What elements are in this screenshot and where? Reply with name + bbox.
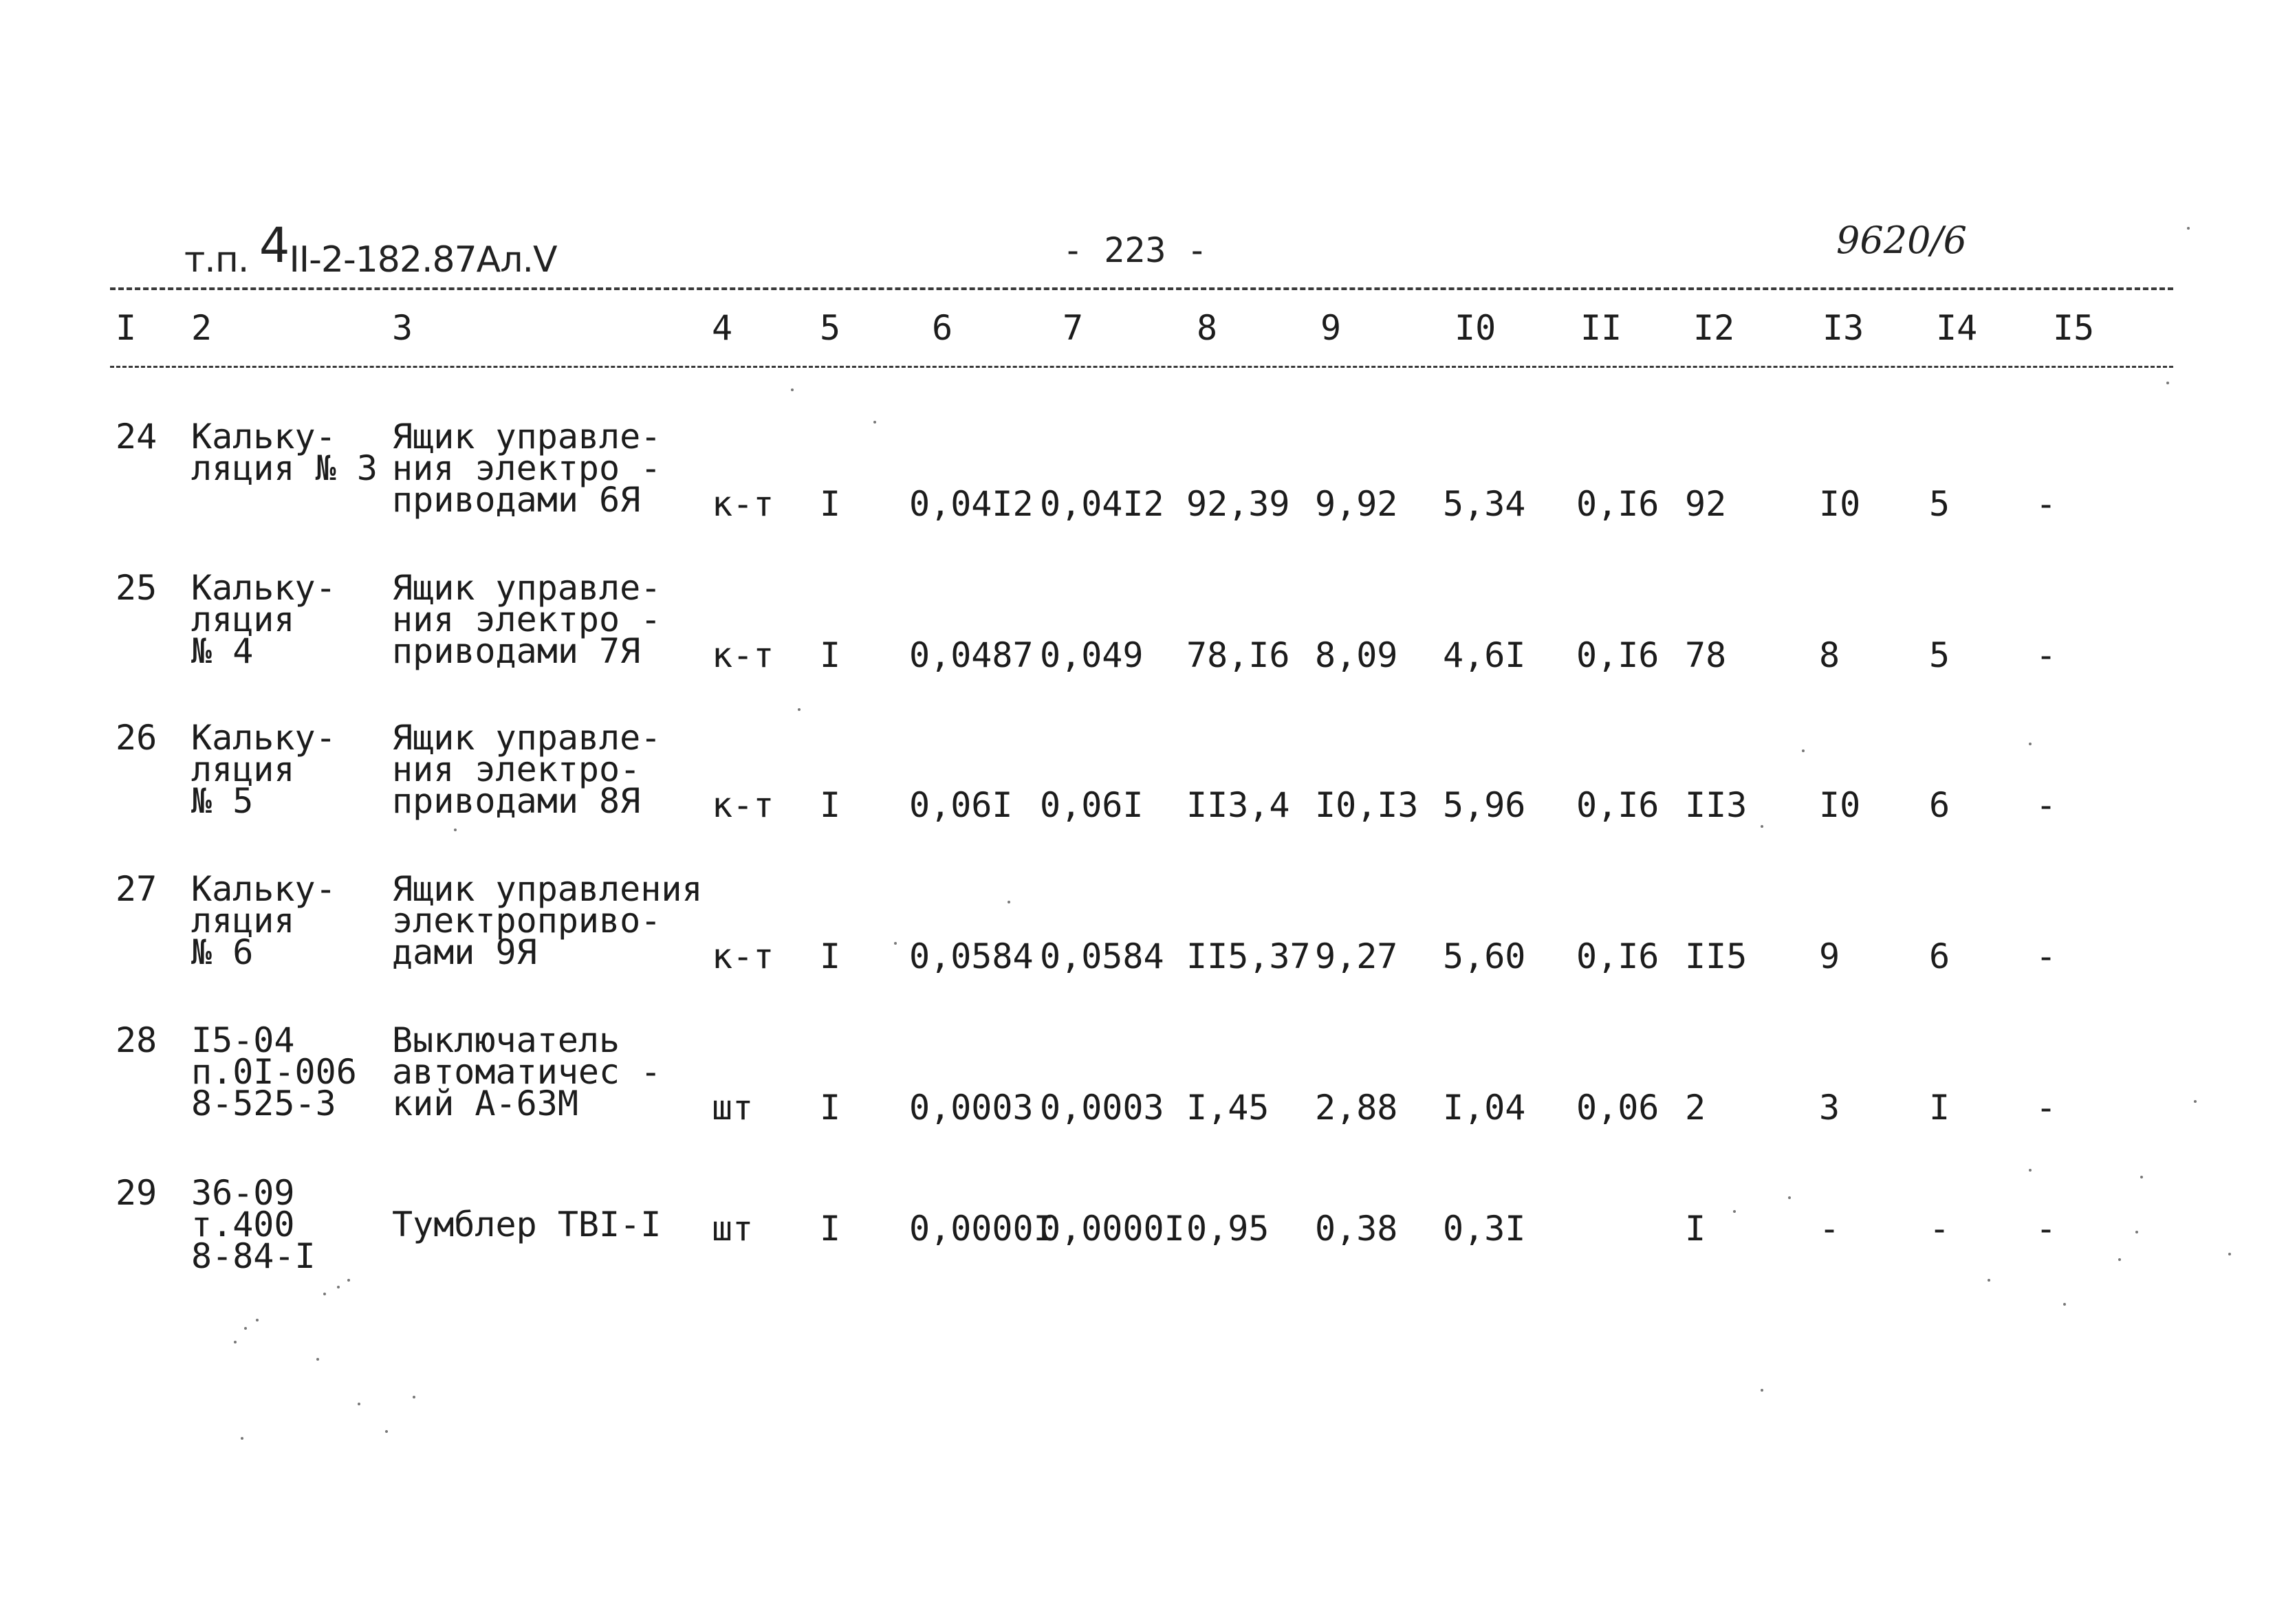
row-name-line: автоматичес - bbox=[392, 1052, 662, 1092]
row-name-line: электроприво- bbox=[392, 901, 662, 941]
archive-code: 9620/6 bbox=[1836, 219, 1967, 262]
row-code-line: Кальку- bbox=[191, 869, 336, 909]
row-code bbox=[191, 1173, 316, 1276]
scan-speck bbox=[2118, 1258, 2121, 1261]
scan-speck bbox=[798, 708, 801, 711]
value-col-8: 92,39 bbox=[1186, 484, 1290, 524]
header-rule-bottom bbox=[110, 366, 2173, 368]
value-col-13: 3 bbox=[1819, 1088, 1840, 1128]
row-name-line: Ящик управле- bbox=[392, 568, 662, 608]
row-code-line: Кальку- bbox=[191, 417, 336, 457]
row-code-line: ляция bbox=[191, 749, 295, 789]
scan-speck bbox=[347, 1279, 350, 1282]
column-number: I3 bbox=[1822, 308, 1864, 348]
value-col-15: - bbox=[2036, 785, 2057, 825]
row-code-line: 8-525-3 bbox=[191, 1084, 336, 1123]
scan-speck bbox=[454, 829, 457, 831]
row-number: 26 bbox=[116, 718, 157, 758]
scan-speck bbox=[873, 421, 876, 424]
quantity-cell: I bbox=[820, 1088, 841, 1128]
scan-speck bbox=[241, 1437, 243, 1440]
value-col-9: 2,88 bbox=[1315, 1088, 1398, 1128]
row-code bbox=[191, 718, 336, 821]
designation-prefix: т.п. bbox=[184, 239, 249, 281]
scan-speck bbox=[1733, 1210, 1736, 1213]
row-code bbox=[191, 417, 378, 488]
column-number: 8 bbox=[1197, 308, 1218, 348]
unit-cell: шт bbox=[712, 1088, 754, 1128]
value-col-11: 0,I6 bbox=[1576, 484, 1659, 524]
row-code-line: ляция bbox=[191, 901, 295, 941]
row-code-line: ляция № 3 bbox=[191, 448, 378, 488]
value-col-6: 0,0487 bbox=[909, 635, 1034, 675]
value-col-9: 0,38 bbox=[1315, 1209, 1398, 1249]
row-code-line: Кальку- bbox=[191, 568, 336, 608]
value-col-12: II5 bbox=[1685, 936, 1748, 976]
quantity-cell: I bbox=[820, 785, 841, 825]
scan-speck bbox=[2194, 1100, 2197, 1103]
scan-speck bbox=[337, 1286, 340, 1288]
scan-speck bbox=[1802, 749, 1805, 752]
row-code-line: п.0I-006 bbox=[191, 1052, 357, 1092]
column-number: II bbox=[1580, 308, 1622, 348]
row-name-line: Выключатель bbox=[392, 1020, 620, 1060]
scan-speck bbox=[385, 1430, 388, 1433]
scan-speck bbox=[894, 942, 897, 945]
scan-speck bbox=[234, 1341, 237, 1343]
scan-speck bbox=[1788, 1196, 1791, 1199]
row-name-line: ния электро - bbox=[392, 448, 662, 488]
scan-speck bbox=[2166, 382, 2169, 384]
scan-speck bbox=[323, 1293, 326, 1295]
scan-speck bbox=[1761, 1389, 1763, 1392]
scan-speck bbox=[413, 1396, 415, 1398]
value-col-7: 0,049 bbox=[1040, 635, 1144, 675]
scan-speck bbox=[244, 1327, 247, 1330]
row-code-line: № 6 bbox=[191, 932, 254, 972]
value-col-12: 92 bbox=[1685, 484, 1727, 524]
value-col-14: 5 bbox=[1929, 484, 1950, 524]
row-number: 27 bbox=[116, 869, 157, 909]
row-code-line: ляция bbox=[191, 600, 295, 639]
row-code-line: т.400 bbox=[191, 1205, 295, 1244]
value-col-8: 78,I6 bbox=[1186, 635, 1290, 675]
scan-speck bbox=[1761, 825, 1763, 828]
value-col-6: 0,0584 bbox=[909, 936, 1034, 976]
row-name-line: дами 9Я bbox=[392, 932, 537, 972]
scan-speck bbox=[2187, 227, 2190, 230]
value-col-8: II3,4 bbox=[1186, 785, 1290, 825]
column-number: 9 bbox=[1320, 308, 1342, 348]
row-number: 29 bbox=[116, 1173, 157, 1213]
value-col-8: II5,37 bbox=[1186, 936, 1311, 976]
unit-cell: к-т bbox=[712, 635, 774, 675]
row-code-line: I5-04 bbox=[191, 1020, 295, 1060]
value-col-15: - bbox=[2036, 484, 2057, 524]
value-col-13: 9 bbox=[1819, 936, 1840, 976]
row-name-line: Ящик управления bbox=[392, 869, 703, 909]
row-code bbox=[191, 869, 336, 972]
scan-speck bbox=[2140, 1176, 2143, 1178]
column-number: 3 bbox=[392, 308, 413, 348]
scan-speck bbox=[256, 1319, 259, 1321]
row-name-line: кий А-63М bbox=[392, 1084, 578, 1123]
page-number: - 223 - bbox=[1063, 230, 1208, 270]
value-col-12: II3 bbox=[1685, 785, 1748, 825]
column-number: I bbox=[116, 308, 137, 348]
row-code bbox=[191, 568, 336, 671]
quantity-cell: I bbox=[820, 635, 841, 675]
scan-speck bbox=[2063, 1303, 2066, 1306]
column-number: 2 bbox=[191, 308, 213, 348]
value-col-10: I,04 bbox=[1443, 1088, 1526, 1128]
value-col-11: 0,I6 bbox=[1576, 936, 1659, 976]
value-col-7: 0,0003 bbox=[1040, 1088, 1164, 1128]
value-col-9: 8,09 bbox=[1315, 635, 1398, 675]
header-rule-top bbox=[110, 287, 2173, 290]
value-col-12: 2 bbox=[1685, 1088, 1706, 1128]
column-number: I0 bbox=[1455, 308, 1496, 348]
value-col-7: 0,04I2 bbox=[1040, 484, 1164, 524]
row-number: 24 bbox=[116, 417, 157, 457]
value-col-14: 5 bbox=[1929, 635, 1950, 675]
scan-speck bbox=[1008, 901, 1010, 903]
row-name-line: Ящик управле- bbox=[392, 718, 662, 758]
row-name-line: ния электро- bbox=[392, 749, 641, 789]
value-col-8: I,45 bbox=[1186, 1088, 1270, 1128]
value-col-10: 5,60 bbox=[1443, 936, 1526, 976]
value-col-6: 0,0003 bbox=[909, 1088, 1034, 1128]
scan-speck bbox=[316, 1358, 319, 1361]
row-name-line: ния электро - bbox=[392, 600, 662, 639]
value-col-9: I0,I3 bbox=[1315, 785, 1419, 825]
row-code-line: № 5 bbox=[191, 781, 254, 821]
value-col-14: 6 bbox=[1929, 936, 1950, 976]
value-col-7: 0,0000I bbox=[1040, 1209, 1185, 1249]
value-col-7: 0,0584 bbox=[1040, 936, 1164, 976]
column-number: 4 bbox=[712, 308, 733, 348]
row-code-line: Кальку- bbox=[191, 718, 336, 758]
row-name bbox=[392, 417, 662, 520]
row-name-line: приводами 8Я bbox=[392, 781, 641, 821]
value-col-7: 0,06I bbox=[1040, 785, 1144, 825]
value-col-15: - bbox=[2036, 1209, 2057, 1249]
scan-speck bbox=[2135, 1231, 2138, 1233]
scan-speck bbox=[2029, 743, 2032, 745]
row-name bbox=[392, 1020, 662, 1123]
column-number: I2 bbox=[1693, 308, 1735, 348]
row-name-line: приводами 7Я bbox=[392, 631, 641, 671]
value-col-10: 5,34 bbox=[1443, 484, 1526, 524]
scan-speck bbox=[358, 1403, 360, 1405]
value-col-15: - bbox=[2036, 936, 2057, 976]
value-col-10: 5,96 bbox=[1443, 785, 1526, 825]
scan-speck bbox=[1988, 1279, 1990, 1282]
value-col-12: I bbox=[1685, 1209, 1706, 1249]
scan-speck bbox=[791, 388, 794, 391]
value-col-11: 0,06 bbox=[1576, 1088, 1659, 1128]
value-col-6: 0,04I2 bbox=[909, 484, 1034, 524]
column-number: 5 bbox=[820, 308, 841, 348]
quantity-cell: I bbox=[820, 484, 841, 524]
scan-speck bbox=[2228, 1253, 2231, 1255]
value-col-10: 0,3I bbox=[1443, 1209, 1526, 1249]
row-name-line: Тумблер ТВI-I bbox=[392, 1205, 662, 1244]
row-name-line: Ящик управле- bbox=[392, 417, 662, 457]
column-number: I4 bbox=[1936, 308, 1978, 348]
value-col-14: 6 bbox=[1929, 785, 1950, 825]
value-col-10: 4,6I bbox=[1443, 635, 1526, 675]
column-number: 7 bbox=[1063, 308, 1084, 348]
value-col-6: 0,06I bbox=[909, 785, 1013, 825]
quantity-cell: I bbox=[820, 1209, 841, 1249]
row-number: 25 bbox=[116, 568, 157, 608]
row-number: 28 bbox=[116, 1020, 157, 1060]
row-name bbox=[392, 718, 662, 821]
row-name bbox=[392, 568, 662, 671]
row-name bbox=[392, 1205, 662, 1244]
value-col-14: - bbox=[1929, 1209, 1950, 1249]
document-designation bbox=[184, 217, 557, 283]
unit-cell: к-т bbox=[712, 484, 774, 524]
value-col-9: 9,92 bbox=[1315, 484, 1398, 524]
row-name-line: приводами 6Я bbox=[392, 480, 641, 520]
row-code-line: 36-09 bbox=[191, 1173, 295, 1213]
row-code-line: № 4 bbox=[191, 631, 254, 671]
value-col-15: - bbox=[2036, 635, 2057, 675]
scan-speck bbox=[2029, 1169, 2032, 1172]
value-col-13: 8 bbox=[1819, 635, 1840, 675]
designation-code: II-2-182.87Ал.V bbox=[289, 239, 557, 281]
column-number: I5 bbox=[2053, 308, 2095, 348]
row-code bbox=[191, 1020, 357, 1123]
value-col-14: I bbox=[1929, 1088, 1950, 1128]
value-col-8: 0,95 bbox=[1186, 1209, 1270, 1249]
row-code-line: 8-84-I bbox=[191, 1236, 316, 1276]
value-col-13: I0 bbox=[1819, 785, 1861, 825]
value-col-9: 9,27 bbox=[1315, 936, 1398, 976]
value-col-13: I0 bbox=[1819, 484, 1861, 524]
value-col-6: 0,0000I bbox=[909, 1209, 1054, 1249]
unit-cell: к-т bbox=[712, 936, 774, 976]
column-number: 6 bbox=[932, 308, 953, 348]
value-col-12: 78 bbox=[1685, 635, 1727, 675]
value-col-11: 0,I6 bbox=[1576, 635, 1659, 675]
row-name bbox=[392, 869, 703, 972]
designation-handwritten-digit: 4 bbox=[259, 217, 290, 274]
value-col-13: - bbox=[1819, 1209, 1840, 1249]
value-col-11: 0,I6 bbox=[1576, 785, 1659, 825]
value-col-15: - bbox=[2036, 1088, 2057, 1128]
unit-cell: к-т bbox=[712, 785, 774, 825]
unit-cell: шт bbox=[712, 1209, 754, 1249]
quantity-cell: I bbox=[820, 936, 841, 976]
